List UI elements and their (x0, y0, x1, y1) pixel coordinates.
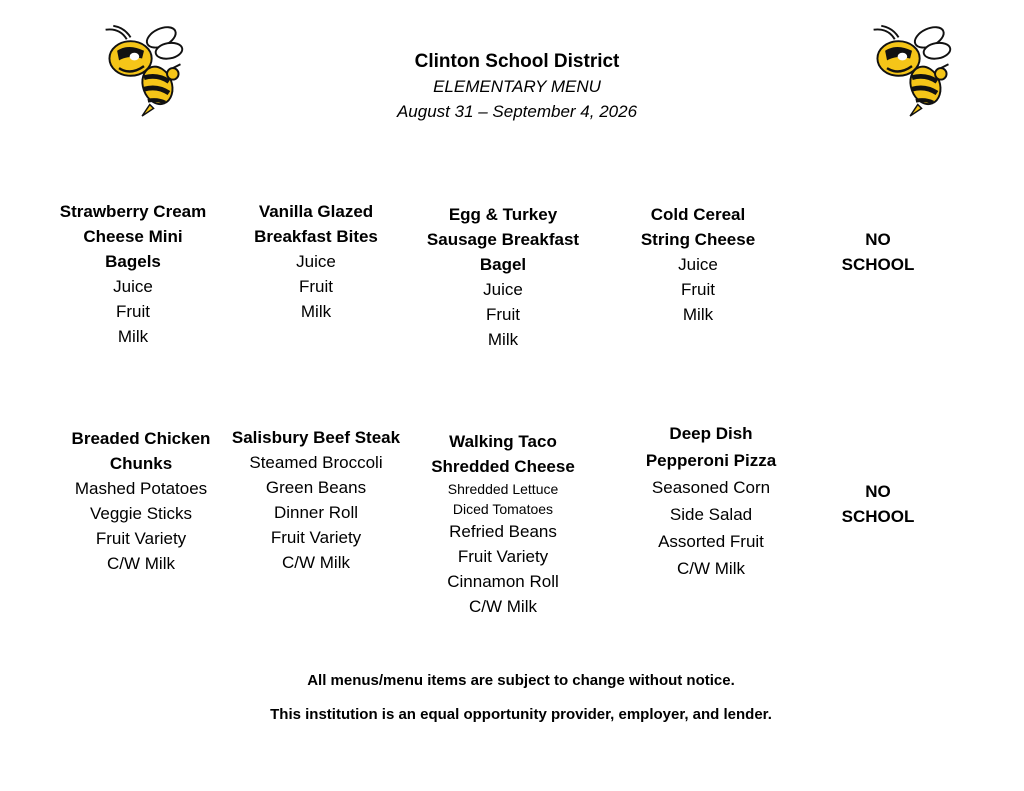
breakfast-day-2 (216, 199, 416, 324)
menu-item-title: Vanilla Glazed (258, 202, 374, 221)
breakfast-day-1 (33, 199, 233, 349)
menu-item: C/W Milk (469, 597, 537, 616)
menu-item: Milk (682, 305, 714, 324)
menu-item-title: Shredded Cheese (431, 457, 575, 476)
lunch-day-2 (216, 425, 416, 575)
change-notice: All menus/menu items are subject to change without notice. (307, 672, 735, 689)
equal-opportunity-statement: This institution is an equal opportunity provider, employer, and lender. (270, 706, 772, 723)
menu-item-title: Breakfast Bites (254, 227, 378, 246)
menu-item-title: Deep Dish (669, 424, 753, 443)
menu-item: Seasoned Corn (651, 478, 771, 497)
menu-item-title: Bagel (479, 255, 527, 274)
menu-item: Green Beans (265, 478, 367, 497)
no-school-label: SCHOOL (841, 255, 915, 274)
menu-item: Milk (487, 330, 519, 349)
menu-item-title: Salisbury Beef Steak (231, 428, 401, 447)
menu-item: Fruit Variety (95, 529, 187, 548)
menu-item: Refried Beans (449, 522, 557, 541)
menu-item-title: Sausage Breakfast (426, 230, 580, 249)
menu-item: Dinner Roll (273, 503, 359, 522)
lunch-day-3 (403, 429, 603, 619)
menu-item-title: Cheese Mini (83, 227, 183, 246)
menu-item-title: Breaded Chicken (71, 429, 211, 448)
no-school-label: NO (865, 482, 891, 501)
menu-header (0, 50, 1024, 124)
menu-item: Shredded Lettuce (447, 481, 559, 497)
menu-item: Veggie Sticks (89, 504, 193, 523)
menu-item: Steamed Broccoli (249, 453, 383, 472)
menu-item-title: Egg & Turkey (448, 205, 558, 224)
menu-item: Fruit Variety (457, 547, 549, 566)
menu-item-title: Pepperoni Pizza (645, 451, 777, 470)
breakfast-day-4 (598, 202, 798, 327)
menu-item-title: Cold Cereal (650, 205, 746, 224)
lunch-day-5 (778, 479, 978, 529)
date-range: August 31 – September 4, 2026 (396, 102, 638, 121)
menu-item: Fruit (116, 302, 150, 321)
menu-item: Fruit Variety (270, 528, 362, 547)
menu-item: Milk (117, 327, 149, 346)
menu-item: Juice (113, 277, 153, 296)
menu-item: Diced Tomatoes (452, 501, 554, 517)
menu-item: Fruit (681, 280, 715, 299)
breakfast-day-3 (403, 202, 603, 352)
menu-item: Fruit (299, 277, 333, 296)
menu-item: Juice (483, 280, 523, 299)
menu-item-title: Strawberry Cream (59, 202, 207, 221)
menu-item: Assorted Fruit (658, 532, 764, 551)
menu-item: C/W Milk (107, 554, 175, 573)
no-school-label: NO (865, 230, 891, 249)
menu-item: C/W Milk (282, 553, 350, 572)
breakfast-day-5 (778, 227, 978, 277)
menu-item-title: Chunks (109, 454, 173, 473)
menu-item: Side Salad (669, 505, 753, 524)
menu-item: Fruit (486, 305, 520, 324)
menu-item: Juice (678, 255, 718, 274)
lunch-day-1 (41, 426, 241, 576)
menu-item: Cinnamon Roll (447, 572, 559, 591)
menu-item-title: Walking Taco (449, 432, 557, 451)
menu-type: ELEMENTARY MENU (433, 77, 601, 96)
menu-item: Mashed Potatoes (74, 479, 208, 498)
no-school-label: SCHOOL (841, 507, 915, 526)
menu-item: Juice (296, 252, 336, 271)
menu-item-title: Bagels (105, 252, 161, 271)
district-name: Clinton School District (414, 51, 620, 72)
menu-item: C/W Milk (677, 559, 745, 578)
menu-item-title: String Cheese (640, 230, 756, 249)
menu-item: Milk (300, 302, 332, 321)
